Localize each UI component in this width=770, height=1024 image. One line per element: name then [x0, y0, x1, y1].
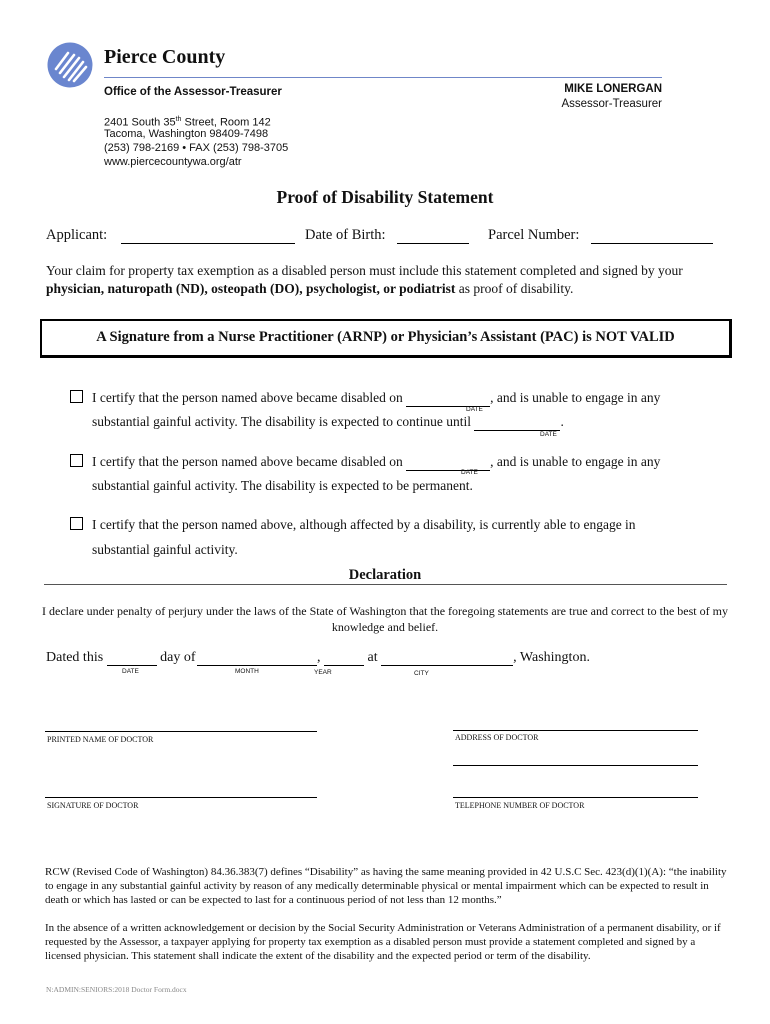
option-2-checkbox[interactable]	[70, 454, 83, 467]
option-3-line-2: substantial gainful activity.	[92, 542, 238, 557]
dated-date-label: DATE	[122, 668, 139, 675]
dated-month-input[interactable]	[197, 652, 317, 666]
address-label: ADDRESS OF DOCTOR	[455, 733, 539, 742]
printed-name-line[interactable]	[45, 731, 317, 732]
dated-city-input[interactable]	[381, 652, 513, 666]
form-title: Proof of Disability Statement	[276, 187, 494, 207]
dated-day-input[interactable]	[107, 652, 157, 666]
parcel-input[interactable]	[591, 228, 713, 244]
dated-month-label: MONTH	[235, 668, 259, 675]
option-1-until-input[interactable]	[474, 418, 560, 431]
file-path: N:ADMIN:SENIORS:2018 Doctor Form.docx	[46, 985, 187, 994]
option-3-checkbox[interactable]	[70, 517, 83, 530]
option-1-line-2: substantial gainful activity. The disability is expected to continue until .	[92, 414, 564, 429]
applicant-label: Applicant:	[46, 227, 108, 243]
banner-text: A Signature from a Nurse Practitioner (ARNP) or Physician’s Assistant (PAC) is NOT VALID	[96, 329, 675, 345]
not-valid-banner	[40, 319, 732, 358]
dated-line: Dated this day of , at , Washington.	[46, 650, 590, 665]
option-3-line-1: I certify that the person named above, although affected by a disability, is currently able to engage in	[92, 517, 636, 532]
intro-paragraph: Your claim for property tax exemption as a disabled person must include this statement completed and signed by your physician, naturopath (ND), osteopath (DO), psychologist, or podiatrist as proof of disability.	[46, 263, 683, 296]
declaration-rule	[44, 584, 727, 585]
address-line-3: (253) 798-2169 • FAX (253) 798-3705	[104, 142, 289, 154]
declaration-text: I declare under penalty of perjury under the laws of the State of Washington that the foregoing statements are true and correct to the best of my knowledge and belief.	[42, 604, 728, 634]
option-1-line-1: I certify that the person named above became disabled on , and is unable to engage in any	[92, 390, 661, 405]
officer-name: MIKE LONERGAN	[564, 83, 662, 95]
address-line-input-2[interactable]	[453, 765, 698, 766]
dob-label: Date of Birth:	[305, 227, 386, 243]
option-2-line-2: substantial gainful activity. The disability is expected to be permanent.	[92, 478, 473, 493]
pierce-county-logo	[47, 42, 93, 88]
option-2-date-label: DATE	[461, 469, 478, 476]
absence-paragraph: In the absence of a written acknowledgement or decision by the Social Security Administration or Veterans Administration of a permanent disability, or if requested by the Assessor, a taxpayer applying for property tax exemption as a disabled person must provide a statement completed and signed by a licensed physician. This statement shall indicate the extent of the disability and the expected period or term of the disability.	[45, 922, 721, 962]
applicant-field	[46, 227, 295, 244]
telephone-label: TELEPHONE NUMBER OF DOCTOR	[455, 801, 585, 810]
parcel-label: Parcel Number:	[488, 227, 580, 243]
option-1-checkbox[interactable]	[70, 390, 83, 403]
signature-line[interactable]	[45, 797, 317, 798]
option-2-line-1: I certify that the person named above became disabled on , and is unable to engage in any	[92, 454, 661, 469]
parcel-field	[488, 227, 713, 244]
telephone-line[interactable]	[453, 797, 698, 798]
dated-city-label: CITY	[414, 670, 429, 677]
website: www.piercecountywa.org/atr	[104, 156, 242, 168]
option-1-until-label: DATE	[540, 431, 557, 438]
signature-label: SIGNATURE OF DOCTOR	[47, 801, 139, 810]
address-line-2: Tacoma, Washington 98409-7498	[104, 128, 269, 140]
rcw-definition: RCW (Revised Code of Washington) 84.36.383(7) defines “Disability” as having the same meaning provided in 42 U.S.C Sec. 423(d)(1)(A): “the inability to engage in any substantial gainful activity by reason of any medically determinable physical or mental impairment which can be expected to result in death or which has lasted or can be expected to last for a continuous period of not less than 12 months.”	[45, 866, 727, 906]
office-name: Office of the Assessor-Treasurer	[104, 86, 282, 98]
applicant-input[interactable]	[121, 228, 295, 244]
dob-input[interactable]	[397, 228, 469, 244]
dob-field	[305, 227, 469, 244]
option-1-date-label: DATE	[466, 406, 483, 413]
header-rule	[104, 77, 662, 78]
declaration-title: Declaration	[348, 567, 422, 583]
printed-name-label: PRINTED NAME OF DOCTOR	[47, 735, 154, 744]
county-name: Pierce County	[104, 46, 226, 68]
address-line-1: 2401 South 35th Street, Room 142	[104, 116, 271, 129]
dated-year-input[interactable]	[324, 652, 364, 666]
officer-title: Assessor-Treasurer	[561, 98, 662, 110]
dated-year-label: YEAR	[314, 669, 332, 676]
address-line-input-1[interactable]	[453, 730, 698, 731]
